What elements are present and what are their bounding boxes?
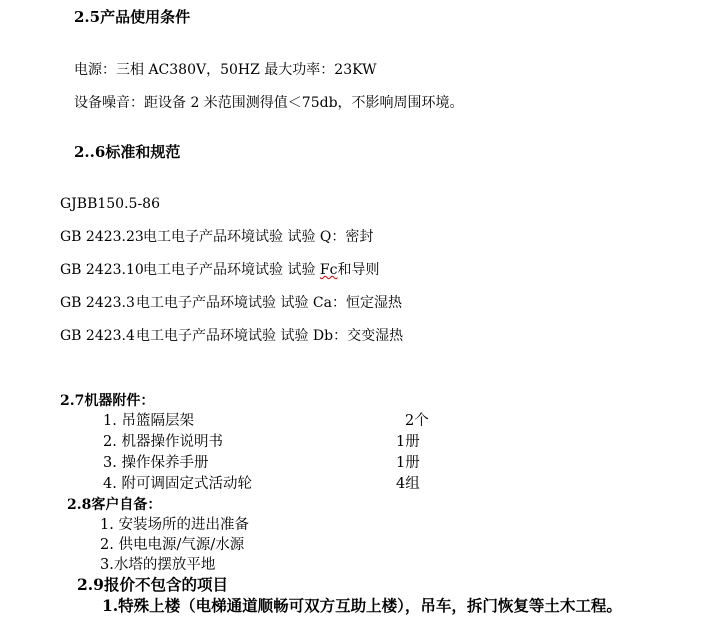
spellcheck-underline-word: Fc xyxy=(319,262,338,278)
excluded-item: 1.特殊上楼（电梯通道顺畅可双方互助上楼），吊车，拆门恢复等土木工程。 xyxy=(102,596,622,615)
accessory-item-label: 2. 机器操作说明书 xyxy=(103,434,223,450)
standard-code: GJBB150.5-86 xyxy=(60,196,160,212)
customer-prep-item: 1. 安装场所的进出准备 xyxy=(100,517,249,533)
standard-description xyxy=(143,263,379,277)
accessory-item-qty: 1册 xyxy=(396,455,420,471)
standard-description: 电工电子产品环境试验 试验 Q：密封 xyxy=(143,229,374,245)
customer-prep-item: 3.水塔的摆放平地 xyxy=(100,557,216,573)
standard-code: GB 2423.10 xyxy=(60,262,144,278)
accessory-item-qty: 4组 xyxy=(396,476,420,492)
section-2-7-heading: 2.7机器附件： xyxy=(60,393,155,409)
section-2-6-heading: 2..6标准和规范 xyxy=(74,143,181,161)
standard-description-text: 电工电子产品环境试验 试验 xyxy=(143,262,320,278)
power-spec-line: 电源：三相 AC380V，50HZ 最大功率：23KW xyxy=(74,62,377,78)
accessory-item-label: 3. 操作保养手册 xyxy=(103,455,209,471)
accessory-item-qty: 2个 xyxy=(405,413,429,429)
customer-prep-item: 2. 供电电源/气源/水源 xyxy=(100,537,245,553)
accessory-item-label: 1. 吊篮隔层架 xyxy=(103,413,194,429)
accessory-item-qty: 1册 xyxy=(396,434,420,450)
standard-description: 电工电子产品环境试验 试验 Ca：恒定湿热 xyxy=(136,295,402,311)
standard-code: GB 2423.4 xyxy=(60,328,135,344)
section-2-5-heading: 2.5产品使用条件 xyxy=(74,8,191,26)
noise-spec-line: 设备噪音：距设备 2 米范围测得值＜75db，不影响周围环境。 xyxy=(74,95,464,111)
section-2-9-heading: 2.9报价不包含的项目 xyxy=(77,575,228,594)
standard-code: GB 2423.23 xyxy=(60,229,144,245)
section-2-8-heading: 2.8客户自备： xyxy=(67,497,162,513)
accessory-item-label: 4. 附可调固定式活动轮 xyxy=(103,476,252,492)
standard-description-text: 和导则 xyxy=(337,262,380,278)
standard-code: GB 2423.3 xyxy=(60,295,135,311)
standard-description: 电工电子产品环境试验 试验 Db：交变湿热 xyxy=(136,328,404,344)
